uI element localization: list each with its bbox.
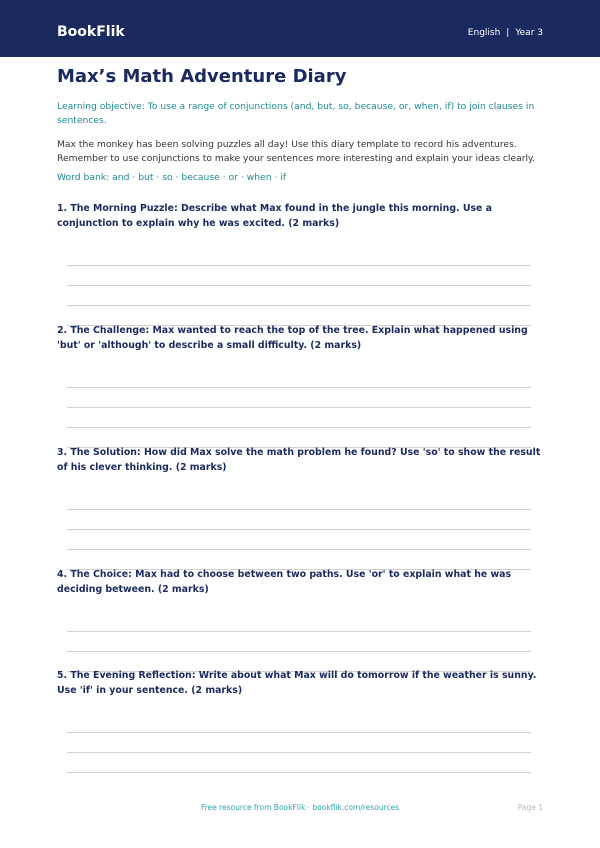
question-2: 2. The Challenge: Max wanted to reach the top of the tree. Explain what happened using 'but' or 'although' to describe a small difficulty. (2 marks) bbox=[57, 325, 528, 351]
answer-line[interactable] bbox=[67, 387, 531, 388]
answer-line[interactable] bbox=[67, 732, 531, 733]
answer-line[interactable] bbox=[67, 407, 531, 408]
answer-line[interactable] bbox=[67, 651, 531, 652]
answer-line[interactable] bbox=[67, 427, 531, 428]
question-1: 1. The Morning Puzzle: Describe what Max found in the jungle this morning. Use a conjunction to explain why he was excited. (2 marks) bbox=[57, 203, 492, 229]
answer-line[interactable] bbox=[67, 549, 531, 550]
question-4: 4. The Choice: Max had to choose between two paths. Use 'or' to explain what he was deciding between. (2 marks) bbox=[57, 569, 512, 595]
answer-line[interactable] bbox=[67, 752, 531, 753]
answer-line[interactable] bbox=[67, 265, 531, 266]
question-5: 5. The Evening Reflection: Write about what Max will do tomorrow if the weather is sunny. Use 'if' in your sentence. (2 marks) bbox=[57, 670, 537, 696]
word-bank: Word bank: and · but · so · because · or · when · if bbox=[57, 172, 287, 183]
answer-line[interactable] bbox=[67, 631, 531, 632]
answer-line[interactable] bbox=[67, 509, 531, 510]
meta-separator: | bbox=[506, 28, 510, 38]
subject-label: English bbox=[467, 28, 501, 38]
answer-line[interactable] bbox=[67, 305, 531, 306]
question-3: 3. The Solution: How did Max solve the math problem he found? Use 'so' to show the result of his clever thinking. (2 marks) bbox=[57, 447, 541, 473]
learning-objective: Learning objective: To use a range of conjunctions (and, but, so, because, or, when, if) to join clauses in sentences. bbox=[57, 101, 535, 126]
answer-line[interactable] bbox=[67, 772, 531, 773]
subject-year-label bbox=[468, 27, 543, 39]
answer-line[interactable] bbox=[67, 285, 531, 286]
intro-text: Max the monkey has been solving puzzles all day! Use this diary template to record his adventures. Remember to use conjunctions to make your sentences more interesting and explain your ideas clearly. bbox=[57, 139, 536, 164]
header-bar bbox=[0, 0, 600, 57]
page-title: Max’s Math Adventure Diary bbox=[57, 66, 347, 87]
year-label: Year 3 bbox=[515, 28, 543, 38]
page-number: Page 1 bbox=[517, 803, 543, 812]
footer-credit[interactable]: Free resource from BookFlik · bookflik.com/resources bbox=[200, 803, 400, 812]
brand-logo[interactable]: BookFlik bbox=[57, 24, 125, 40]
answer-line[interactable] bbox=[67, 529, 531, 530]
